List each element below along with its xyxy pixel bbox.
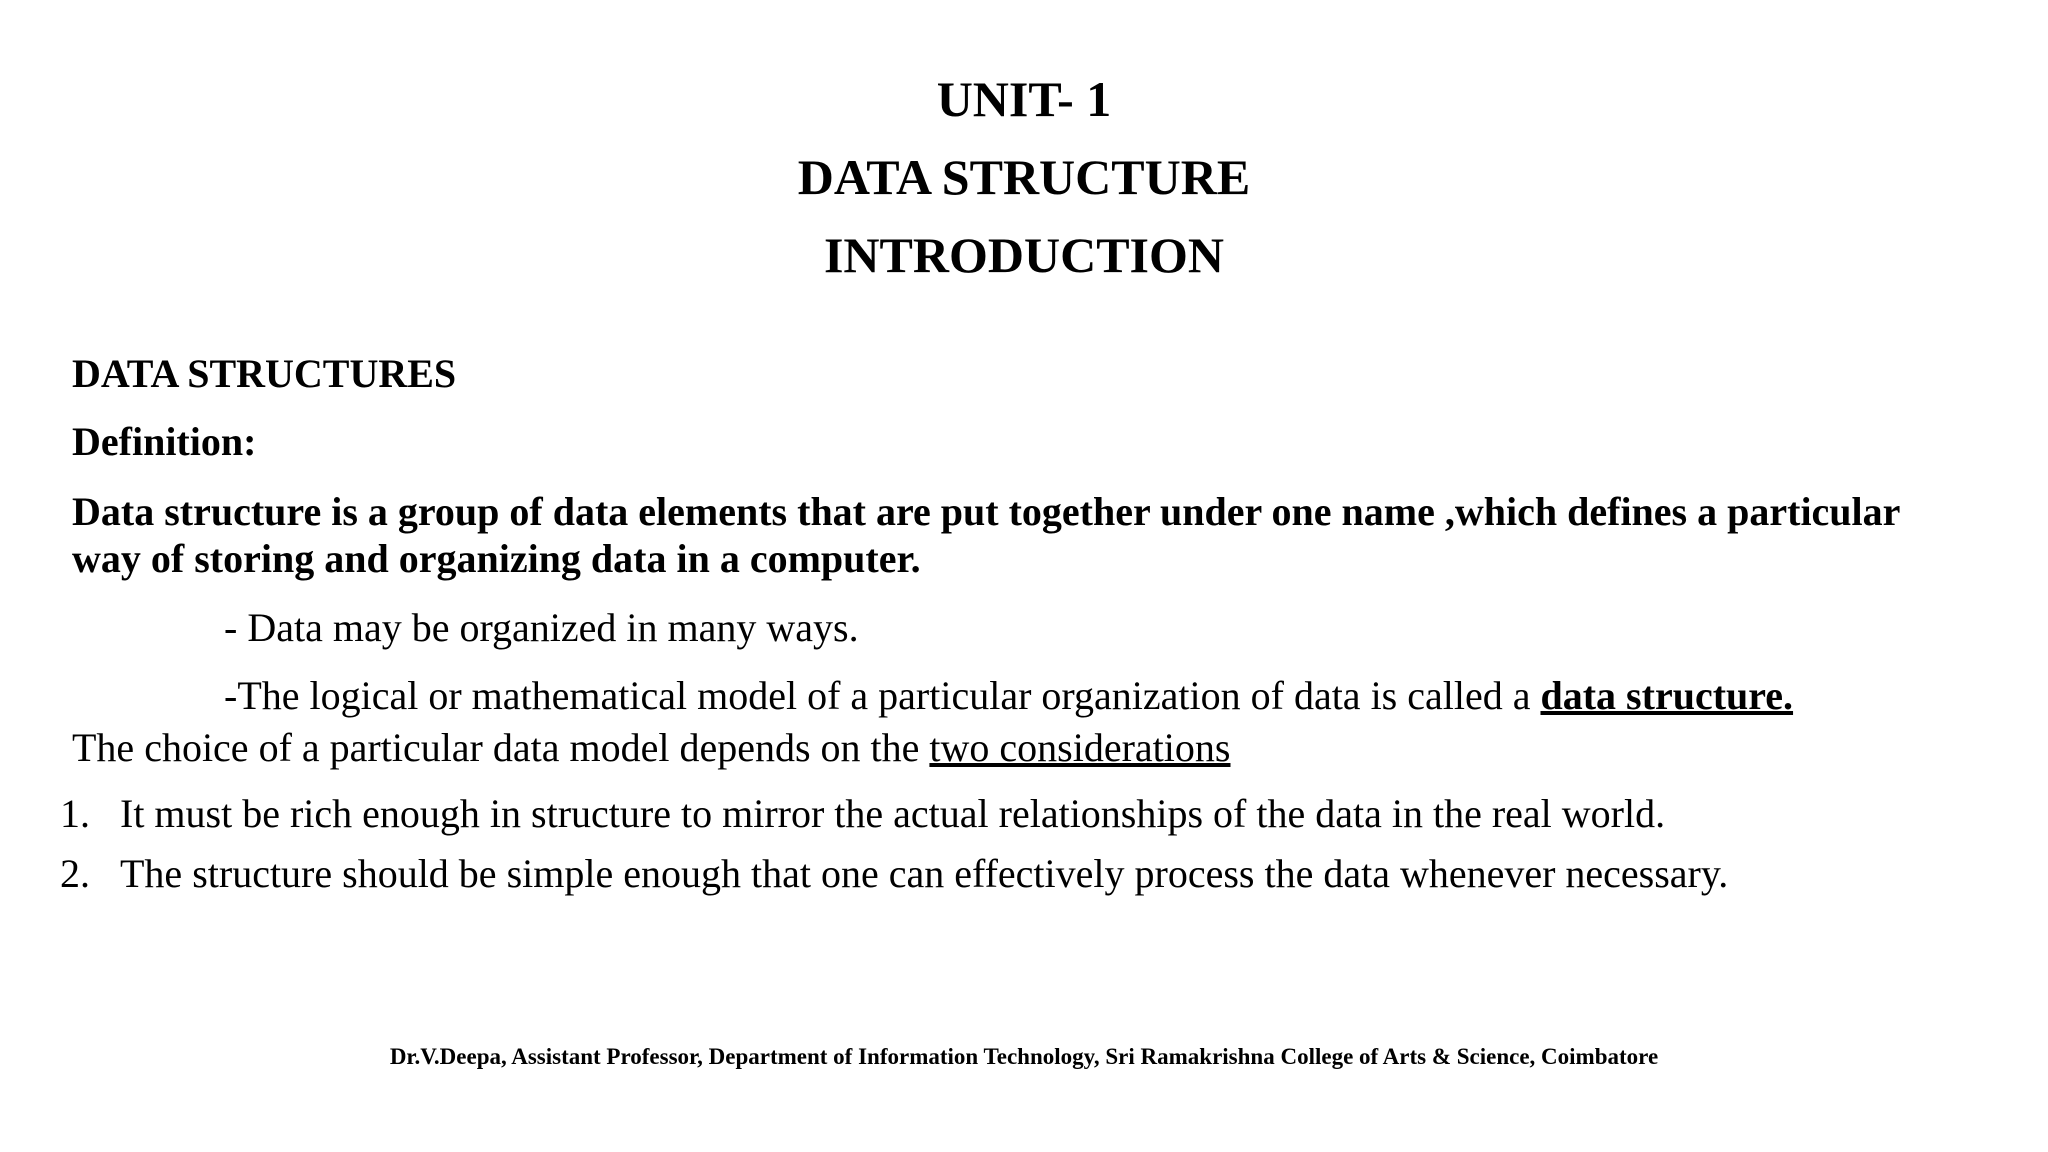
data-structure-term: data structure. bbox=[1540, 673, 1794, 718]
list-item-text: It must be rich enough in structure to mirror the actual relationships of the data in the real world. bbox=[120, 791, 1666, 836]
slide-footer: Dr.V.Deepa, Assistant Professor, Department of Information Technology, Sri Ramakrishna College of Arts & Science, Coimbatore bbox=[389, 1044, 1659, 1069]
two-considerations-term: two considerations bbox=[929, 725, 1231, 770]
list-item bbox=[60, 850, 1728, 898]
point-data-organized-text: - Data may be organized in many ways. bbox=[224, 605, 859, 650]
section-heading: DATA STRUCTURES bbox=[72, 351, 457, 396]
list-item bbox=[60, 790, 1665, 838]
list-item-number: 1. bbox=[60, 791, 90, 836]
choice-sentence bbox=[72, 724, 1230, 772]
list-item-text: The structure should be simple enough that one can effectively process the data whenever necessary. bbox=[120, 851, 1729, 896]
point-logical-model bbox=[224, 672, 1793, 720]
unit-title: UNIT- 1 bbox=[936, 71, 1112, 127]
topic-title: INTRODUCTION bbox=[823, 227, 1225, 283]
point-data-organized bbox=[224, 604, 859, 652]
list-item-number: 2. bbox=[60, 851, 90, 896]
definition-label: Definition: bbox=[72, 419, 257, 464]
subject-title: DATA STRUCTURE bbox=[797, 149, 1251, 205]
slide-title bbox=[0, 60, 2048, 294]
point-logical-model-text: -The logical or mathematical model of a particular organization of data is called a bbox=[224, 673, 1541, 718]
definition-text: Data structure is a group of data elements that are put together under one name ,which defines a particular way of storing and organizing data in a computer. bbox=[72, 489, 1900, 581]
choice-sentence-text: The choice of a particular data model depends on the bbox=[72, 725, 930, 770]
